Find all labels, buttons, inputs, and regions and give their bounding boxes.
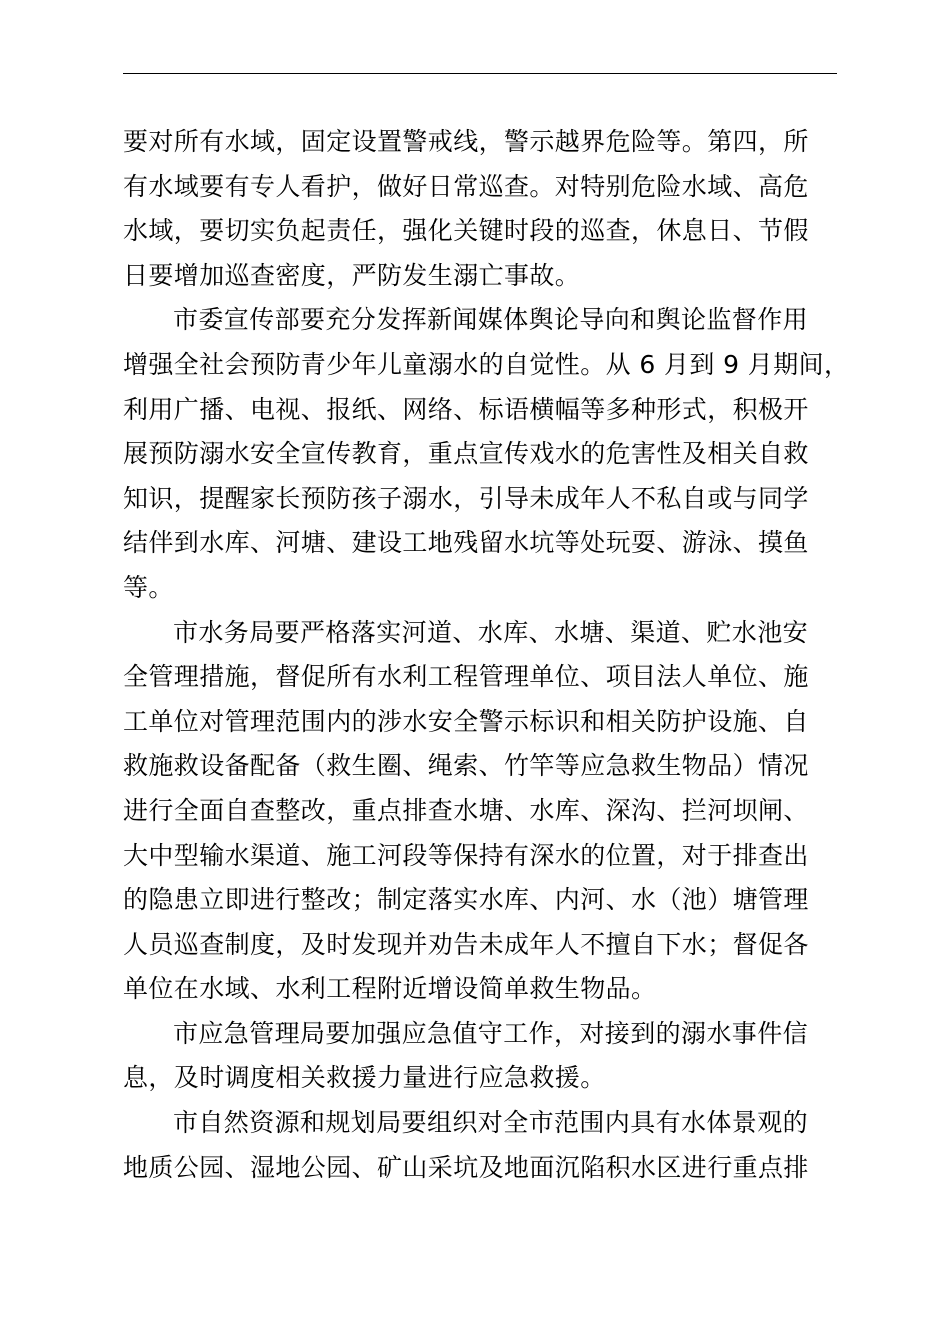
text-line: 市自然资源和规划局要组织对全市范围内具有水体景观的: [173, 1108, 809, 1138]
paragraph: [123, 611, 837, 1012]
text-line: 知识，提醒家长预防孩子溺水，引导未成年人不私自或与同学: [123, 483, 809, 513]
paragraph: [123, 1101, 837, 1190]
text-line: 水域，要切实负起责任，强化关键时段的巡查，休息日、节假: [123, 216, 809, 246]
paragraph: [123, 120, 837, 298]
text-line: 工单位对管理范围内的涉水安全警示标识和相关防护设施、自: [123, 706, 809, 736]
text-line: 地质公园、湿地公园、矿山采坑及地面沉陷积水区进行重点排: [123, 1152, 809, 1182]
text-line: 利用广播、电视、报纸、网络、标语横幅等多种形式，积极开: [123, 394, 809, 424]
text-line: 救施救设备配备（救生圈、绳索、竹竿等应急救生物品）情况: [123, 751, 809, 781]
text-line: 有水域要有专人看护，做好日常巡查。对特别危险水域、高危: [123, 171, 809, 201]
text-line: 息，及时调度相关救援力量进行应急救援。: [123, 1063, 606, 1093]
text-line: 展预防溺水安全宣传教育，重点宣传戏水的危害性及相关自救: [123, 439, 809, 469]
paragraph: [123, 298, 850, 610]
text-line: 的隐患立即进行整改；制定落实水库、内河、水（池）塘管理: [123, 885, 809, 915]
text-line: 进行全面自查整改，重点排查水塘、水库、深沟、拦河坝闸、: [123, 795, 809, 825]
text-line: 单位在水域、水利工程附近增设简单救生物品。: [123, 974, 657, 1004]
text-line: 人员巡查制度，及时发现并劝告未成年人不擅自下水；督促各: [123, 929, 809, 959]
text-line: 日要增加巡查密度，严防发生溺亡事故。: [123, 260, 581, 290]
text-line: 市水务局要严格落实河道、水库、水塘、渠道、贮水池安: [173, 617, 809, 647]
document-body: [123, 120, 850, 1190]
text-line: 增强全社会预防青少年儿童溺水的自觉性。从 6 月到 9 月期间，: [123, 349, 850, 379]
text-line: 市委宣传部要充分发挥新闻媒体舆论导向和舆论监督作用: [173, 305, 809, 335]
text-line: 等。: [123, 572, 174, 602]
text-line: 市应急管理局要加强应急值守工作，对接到的溺水事件信: [173, 1018, 809, 1048]
text-line: 要对所有水域，固定设置警戒线，警示越界危险等。第四，所: [123, 127, 809, 156]
paragraph: [123, 1012, 837, 1101]
text-line: 大中型输水渠道、施工河段等保持有深水的位置，对于排查出: [123, 840, 809, 870]
text-line: 结伴到水库、河塘、建设工地残留水坑等处玩耍、游泳、摸鱼: [123, 528, 809, 558]
header-rule: [123, 73, 837, 74]
text-line: 全管理措施，督促所有水利工程管理单位、项目法人单位、施: [123, 662, 809, 692]
